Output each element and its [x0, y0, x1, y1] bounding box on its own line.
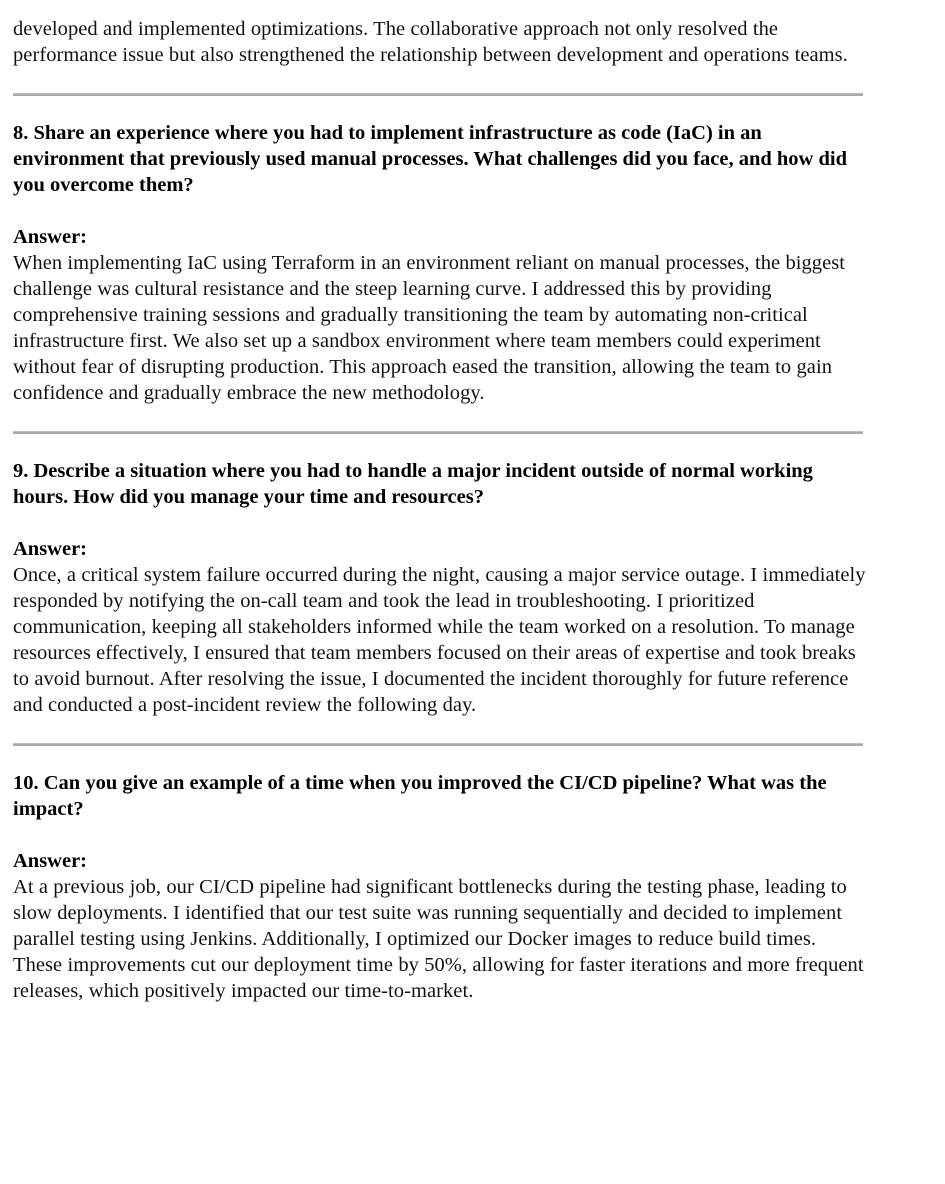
section-divider [13, 431, 863, 434]
section-divider-2-wrap [13, 406, 866, 458]
qa-section-9 [13, 458, 866, 718]
answer-text-9: Once, a critical system failure occurred during the night, causing a major service outage. I immediately responded by notifying the on-call team and took the lead in troubleshooting. I prioritized communication, keeping all stakeholders informed while the team worked on a resolution. To manage resources effectively, I ensured that team members focused on their areas of expertise and took breaks to avoid burnout. After resolving the issue, I documented the incident thoroughly for future reference and conducted a post-incident review the following day. [13, 564, 866, 716]
qa-section-8 [13, 120, 866, 406]
question-heading-9: 9. Describe a situation where you had to handle a major incident outside of normal working hours. How did you manage your time and resources? [13, 460, 813, 508]
answer-label-8: Answer: [13, 226, 88, 248]
section-divider [13, 743, 863, 746]
spacer [13, 510, 866, 536]
question-heading-10: 10. Can you give an example of a time when you improved the CI/CD pipeline? What was the impact? [13, 772, 827, 820]
section-divider [13, 93, 863, 96]
section-divider-3-wrap [13, 718, 866, 770]
answer-text-8: When implementing IaC using Terraform in an environment reliant on manual processes, the biggest challenge was cultural resistance and the steep learning curve. I addressed this by providing comprehensive training sessions and gradually transitioning the team by automating non-critical infrastructure first. We also set up a sandbox environment where team members could experiment without fear of disrupting production. This approach eased the transition, allowing the team to gain confidence and gradually embrace the new methodology. [13, 252, 846, 404]
answer-text-10: At a previous job, our CI/CD pipeline had significant bottlenecks during the testing phase, leading to slow deployments. I identified that our test suite was running sequentially and decided to implement parallel testing using Jenkins. Additionally, I optimized our Docker images to reduce build times. These improvements cut our deployment time by 50%, allowing for faster iterations and more frequent releases, which positively impacted our time-to-market. [13, 876, 864, 1002]
spacer [13, 822, 866, 848]
continued-paragraph-block [13, 16, 866, 68]
section-divider-1-wrap [13, 68, 866, 120]
qa-section-10 [13, 770, 866, 1004]
spacer [13, 198, 866, 224]
document-body [13, 0, 866, 1004]
answer-label-9: Answer: [13, 538, 88, 560]
answer-label-10: Answer: [13, 850, 88, 872]
question-heading-8: 8. Share an experience where you had to implement infrastructure as code (IaC) in an environment that previously used manual processes. What challenges did you face, and how did you overcome them? [13, 122, 847, 196]
continued-paragraph: developed and implemented optimizations. The collaborative approach not only resolved the performance issue but also strengthened the relationship between development and operations teams. [13, 18, 848, 66]
